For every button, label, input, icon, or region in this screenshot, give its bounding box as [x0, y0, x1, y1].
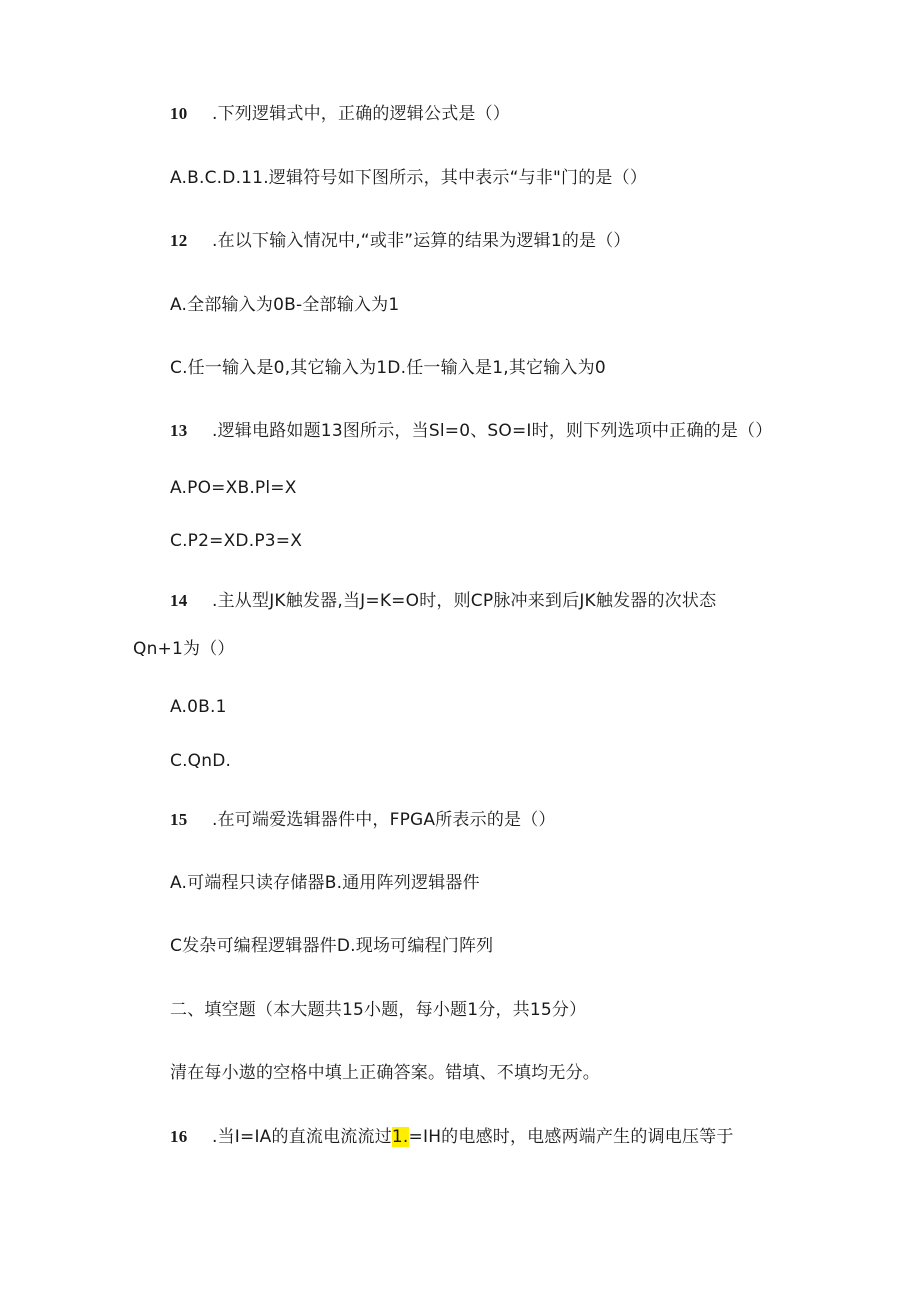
- section-title: 二、填空题（本大题共15小题，每小题1分，共15分）: [170, 1000, 587, 1020]
- options-14-cd: [170, 749, 231, 773]
- options-12-cd: [170, 356, 606, 380]
- question-14-continued: [133, 637, 235, 661]
- question-16: [170, 1125, 734, 1149]
- option-text: A.全部输入为0B-全部输入为1: [170, 295, 400, 315]
- options-14-ab: [170, 695, 227, 719]
- question-text: .主从型JK触发器,当J=K=O时，则CP脉冲来到后JK触发器的次状态: [212, 591, 717, 611]
- option-text: C.P2=XD.P3=X: [170, 531, 303, 551]
- question-15: [170, 808, 556, 832]
- question-13: [170, 419, 772, 443]
- question-number: 10: [170, 104, 188, 123]
- question-10: [170, 102, 510, 126]
- option-text: A.PO=XB.Pl=X: [170, 478, 297, 498]
- options-13-cd: [170, 529, 302, 553]
- question-number: 14: [170, 591, 188, 610]
- question-text: .在可端爱选辑器件中，FPGA所表示的是（）: [212, 810, 556, 830]
- question-number: 12: [170, 231, 188, 250]
- options-15-cd: [170, 934, 493, 958]
- options-15-ab: [170, 871, 480, 895]
- question-number: 15: [170, 810, 188, 829]
- question-12: [170, 229, 631, 253]
- options-10-and-question-11: [170, 166, 647, 190]
- options-12-ab: [170, 293, 399, 317]
- question-text-after: =IH的电感时，电感两端产生的调电压等于: [408, 1127, 734, 1147]
- instruction-text: 清在每小遨的空格中填上正确答案。错填、不填均无分。: [170, 1063, 600, 1083]
- question-text: .逻辑电路如题13图所示，当Sl=0、SO=I时，则下列选项中正确的是（）: [212, 421, 773, 441]
- option-text: C.QnD.: [170, 751, 232, 771]
- option-text: A.可端程只读存储器B.通用阵列逻辑器件: [170, 873, 480, 893]
- highlighted-text: 1.: [391, 1127, 409, 1147]
- option-text: C发杂可编程逻辑器件D.现场可编程门阵列: [170, 936, 494, 956]
- question-text: Qn+1为（）: [133, 639, 235, 659]
- option-text: A.0B.1: [170, 697, 227, 717]
- question-number: 13: [170, 421, 188, 440]
- question-text: .下列逻辑式中，正确的逻辑公式是（）: [212, 104, 511, 124]
- question-14: [170, 589, 716, 613]
- section-instructions: [170, 1061, 600, 1085]
- option-text: A.B.C.D.11.逻辑符号如下图所示，其中表示“与非"门的是（）: [170, 168, 648, 188]
- option-text: C.任一输入是0,其它输入为1D.任一输入是1,其它输入为0: [170, 358, 606, 378]
- question-number: 16: [170, 1127, 188, 1146]
- section-heading-fill-in: [170, 998, 586, 1022]
- options-13-ab: [170, 476, 297, 500]
- question-text-before: .当I=IA的直流电流流过: [212, 1127, 392, 1147]
- question-text: .在以下输入情况中,“或非”运算的结果为逻辑1的是（）: [212, 231, 631, 251]
